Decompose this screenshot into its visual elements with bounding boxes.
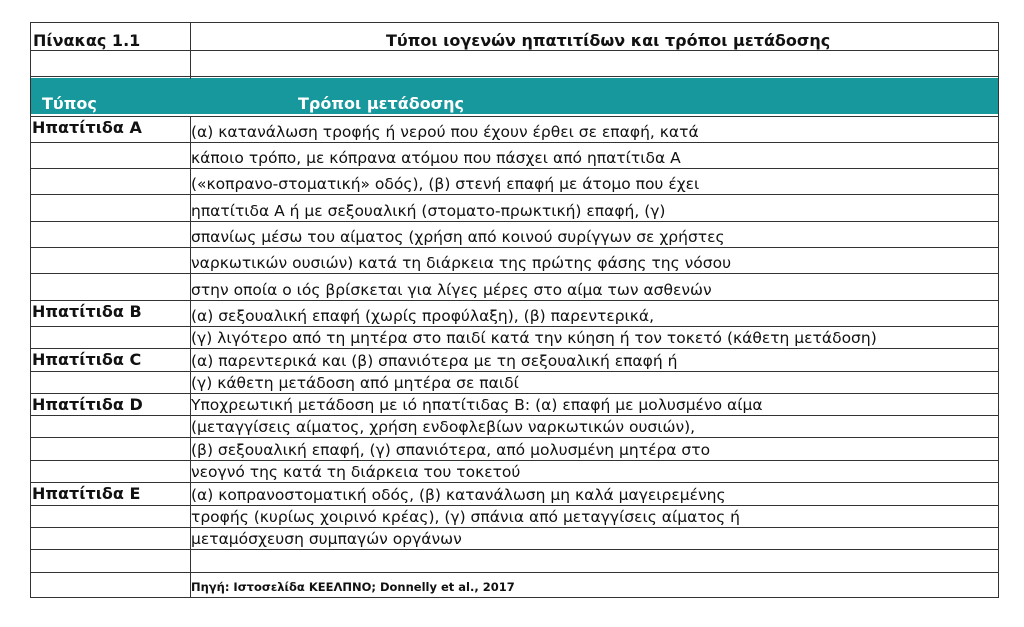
table-rule [30,116,999,117]
data-table [30,22,999,597]
table-rule [30,221,999,222]
row-type-label: Ηπατίτιδα C [32,350,142,369]
row-transmission-text: μεταμόσχευση συμπαγών οργάνων [191,530,462,548]
row-type-label: Ηπατίτιδα Α [32,118,142,137]
row-transmission-text: ηπατίτιδα Α ή με σεξουαλική (στοματο-πρωκτική) επαφή, (γ) [191,202,666,220]
row-transmission-text: (α) κατανάλωση τροφής ή νερού που έχουν έρθει σε επαφή, κατά [191,123,699,141]
header-modes: Τρόποι μετάδοσης [298,94,465,113]
table-rule [30,168,999,169]
row-transmission-text: νεογνό της κατά τη διάρκεια του τοκετού [191,463,521,481]
row-type-label: Ηπατίτιδα D [32,395,143,414]
table-rule [30,549,999,550]
table-rule [30,76,999,77]
row-transmission-text: (β) σεξουαλική επαφή, (γ) σπανιότερα, από μολυσμένη μητέρα στο [191,441,711,459]
header-type: Τύπος [42,94,97,113]
table-column-rule [998,22,999,598]
row-transmission-text: κάποιο τρόπο, με κόπρανα ατόμου που πάσχει από ηπατίτιδα Α [191,149,681,167]
table-rule [30,348,999,349]
row-transmission-text: (α) σεξουαλική επαφή (χωρίς προφύλαξη), (β) παρεντερικά, [191,307,655,325]
table-rule [30,527,999,528]
row-transmission-text: ναρκωτικών ουσιών) κατά τη διάρκεια της πρώτης φάσης της νόσου [191,254,732,272]
row-type-label: Ηπατίτιδα Ε [32,484,141,503]
table-rule [30,300,999,301]
table-rule [30,572,999,573]
header-band [30,78,999,114]
row-transmission-text: (γ) λιγότερο από τη μητέρα στο παιδί κατά την κύηση ή τον τοκετό (κάθετη μετάδοση) [191,329,877,347]
table-rule [30,194,999,195]
table-rule [30,437,999,438]
table-rule [30,50,999,51]
row-transmission-text: σπανίως μέσω του αίματος (χρήση από κοινού συρίγγων σε χρήστες [191,228,725,246]
table-title: Τύποι ιογενών ηπατιτίδων και τρόποι μετάδοσης [386,31,831,50]
row-transmission-text: στην οποία ο ιός βρίσκεται για λίγες μέρες στο αίμα των ασθενών [191,281,712,299]
table-rule [30,142,999,143]
table-rule [30,505,999,506]
table-number: Πίνακας 1.1 [33,31,141,50]
table-rule [30,597,999,598]
row-transmission-text: (α) κοπρανοστοματική οδός, (β) κατανάλωση μη καλά μαγειρεμένης [191,486,726,504]
table-rule [30,482,999,483]
row-transmission-text: (α) παρεντερικά και (β) σπανιότερα με τη σεξουαλική επαφή ή [191,352,678,370]
source-note: Πηγή: Ιστοσελίδα ΚΕΕΛΠΝΟ; Donnelly et al., 2017 [191,580,515,594]
table-rule [30,273,999,274]
table-rule [30,371,999,372]
table-rule [30,393,999,394]
table-column-rule [30,22,31,598]
row-transmission-text: (μεταγγίσεις αίματος, χρήση ενδοφλεβίων ναρκωτικών ουσιών), [191,418,696,436]
row-type-label: Ηπατίτιδα Β [32,302,142,321]
row-transmission-text: Υποχρεωτική μετάδοση με ιό ηπατίτιδας Β: (α) επαφή με μολυσμένο αίμα [191,396,763,414]
table-rule [30,22,999,23]
table-rule [30,415,999,416]
table-rule [30,247,999,248]
table-rule [30,460,999,461]
row-transmission-text: τροφής (κυρίως χοιρινό κρέας), (γ) σπάνια από μεταγγίσεις αίματος ή [191,508,740,526]
table-column-rule [190,116,191,598]
table-rule [30,326,999,327]
row-transmission-text: («κοπρανο-στοματική» οδός), (β) στενή επαφή με άτομο που έχει [191,175,700,193]
row-transmission-text: (γ) κάθετη μετάδοση από μητέρα σε παιδί [191,374,519,392]
table-column-rule [190,22,191,79]
